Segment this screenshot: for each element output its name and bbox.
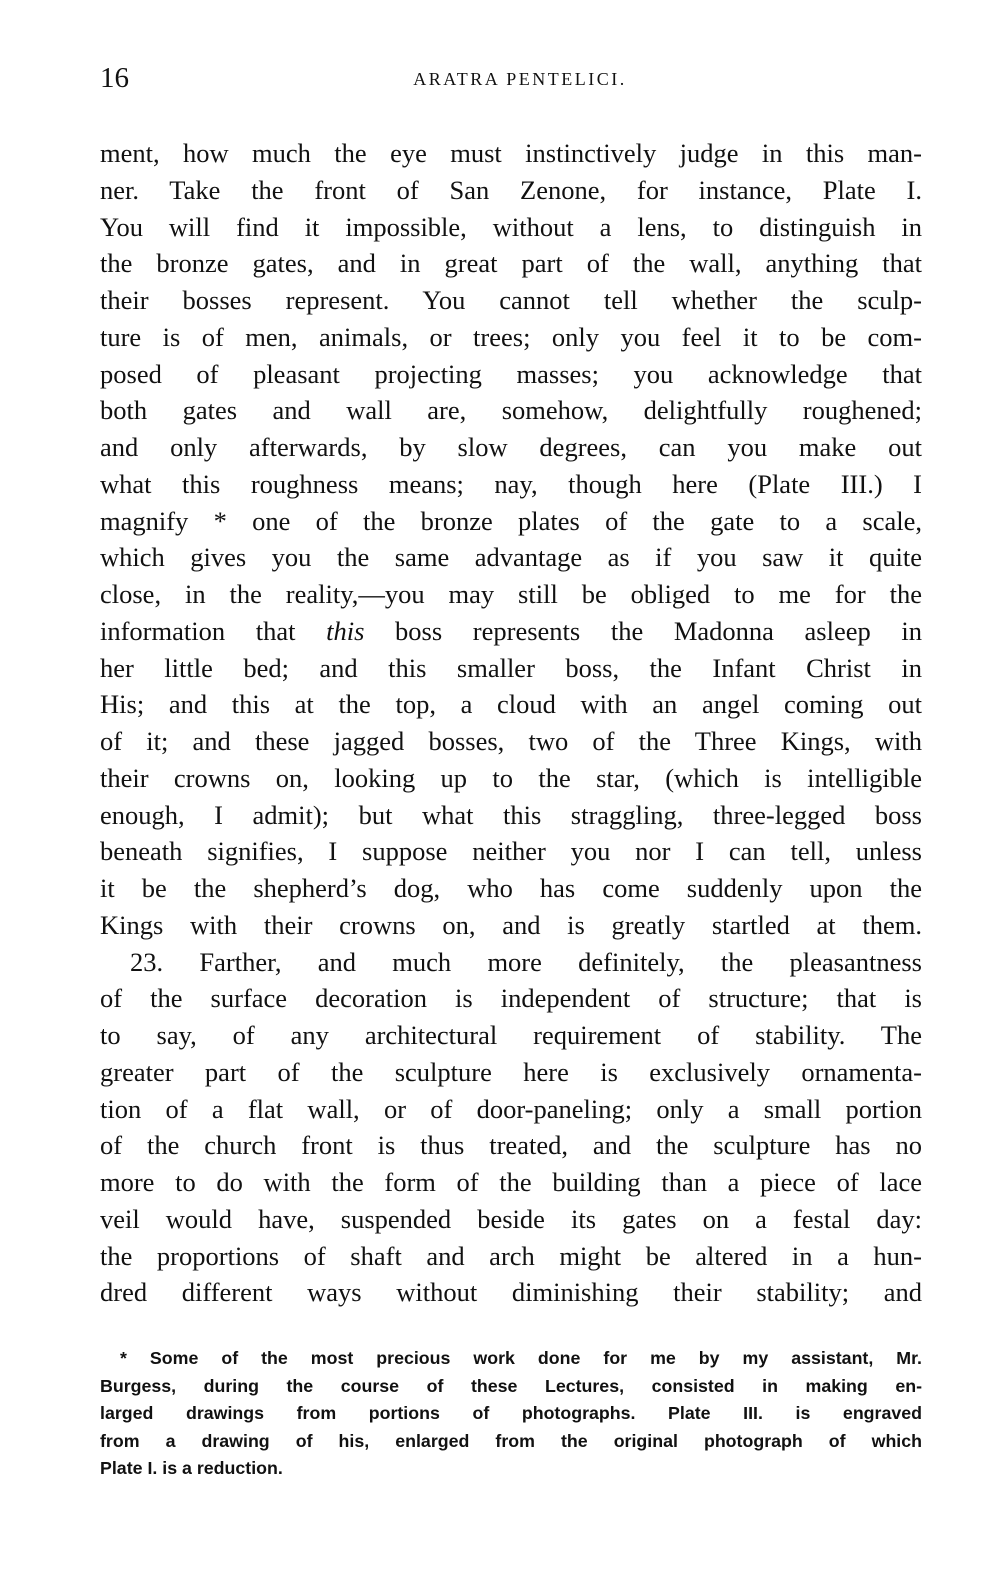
text-line: dred different ways without diminishing their stability; and bbox=[100, 1277, 922, 1308]
text-line: close, in the reality,—you may still be obliged to me for the bbox=[100, 579, 922, 609]
text-line: of the church front is thus treated, and the sculpture has no bbox=[100, 1130, 922, 1161]
text-line: greater part of the sculpture here is exclusively ornamenta- bbox=[100, 1056, 922, 1087]
footnote-line: larged drawings from portions of photographs. Plate III. is engraved bbox=[100, 1403, 922, 1424]
footnote-line: * Some of the most precious work done for me by my assistant, Mr. bbox=[120, 1348, 922, 1368]
running-title: ARATRA PENTELICI. bbox=[413, 69, 627, 89]
text-line: which gives you the same advantage as if you saw it quite bbox=[100, 542, 922, 573]
text-line: her little bed; and this smaller boss, the Infant Christ in bbox=[100, 652, 922, 683]
page-number: 16 bbox=[100, 62, 129, 94]
text-line: more to do with the form of the building than a piece of lace bbox=[100, 1167, 922, 1197]
paragraph-start-line: 23. Farther, and much more definitely, the pleasantness bbox=[130, 946, 922, 977]
text-line: to say, of any architectural requirement of stability. The bbox=[100, 1020, 922, 1050]
text-line: what this roughness means; nay, though here (Plate III.) I bbox=[100, 468, 922, 499]
text-line bbox=[100, 613, 922, 650]
text-line: posed of pleasant projecting masses; you acknowledge that bbox=[100, 358, 922, 389]
text-line: magnify * one of the bronze plates of the gate to a scale, bbox=[100, 505, 922, 536]
text-line: You will find it impossible, without a lens, to distinguish in bbox=[100, 211, 922, 242]
text-line: the bronze gates, and in great part of the wall, anything that bbox=[100, 248, 922, 279]
footnote-line: Burgess, during the course of these Lectures, consisted in making en- bbox=[100, 1375, 922, 1396]
text-line: the proportions of shaft and arch might be altered in a hun- bbox=[100, 1240, 922, 1271]
text-line: beneath signifies, I suppose neither you nor I can tell, unless bbox=[100, 836, 922, 867]
text-line: ner. Take the front of San Zenone, for instance, Plate I. bbox=[100, 174, 922, 205]
text-line: it be the shepherd’s dog, who has come suddenly upon the bbox=[100, 873, 922, 903]
footnote-line: from a drawing of his, enlarged from the original photograph of which bbox=[100, 1430, 922, 1451]
footnote-line: Plate I. is a reduction. bbox=[100, 1458, 283, 1479]
body-text bbox=[100, 135, 922, 1311]
text-line: His; and this at the top, a cloud with an angel coming out bbox=[100, 689, 922, 720]
emphasized-word: this bbox=[326, 615, 365, 646]
text-line: enough, I admit); but what this straggling, three-legged boss bbox=[100, 799, 922, 830]
text-line: ment, how much the eye must instinctively judge in this man- bbox=[100, 138, 922, 168]
text-line: their bosses represent. You cannot tell whether the sculp- bbox=[100, 285, 922, 315]
footnote bbox=[100, 1345, 922, 1483]
text-run: information that bbox=[100, 615, 327, 646]
text-run: boss represents the Madonna asleep in bbox=[364, 615, 922, 646]
text-line: their crowns on, looking up to the star, (which is intelligible bbox=[100, 762, 922, 793]
text-line: of it; and these jagged bosses, two of the Three Kings, with bbox=[100, 726, 922, 756]
text-line: veil would have, suspended beside its gates on a festal day: bbox=[100, 1203, 922, 1234]
text-line: Kings with their crowns on, and is greatly startled at them. bbox=[100, 909, 922, 940]
text-line: ture is of men, animals, or trees; only you feel it to be com- bbox=[100, 321, 922, 352]
text-line: tion of a flat wall, or of door-paneling; only a small portion bbox=[100, 1093, 922, 1124]
text-line: both gates and wall are, somehow, delightfully roughened; bbox=[100, 395, 922, 426]
text-line: and only afterwards, by slow degrees, can you make out bbox=[100, 432, 922, 462]
text-line: of the surface decoration is independent of structure; that is bbox=[100, 983, 922, 1014]
